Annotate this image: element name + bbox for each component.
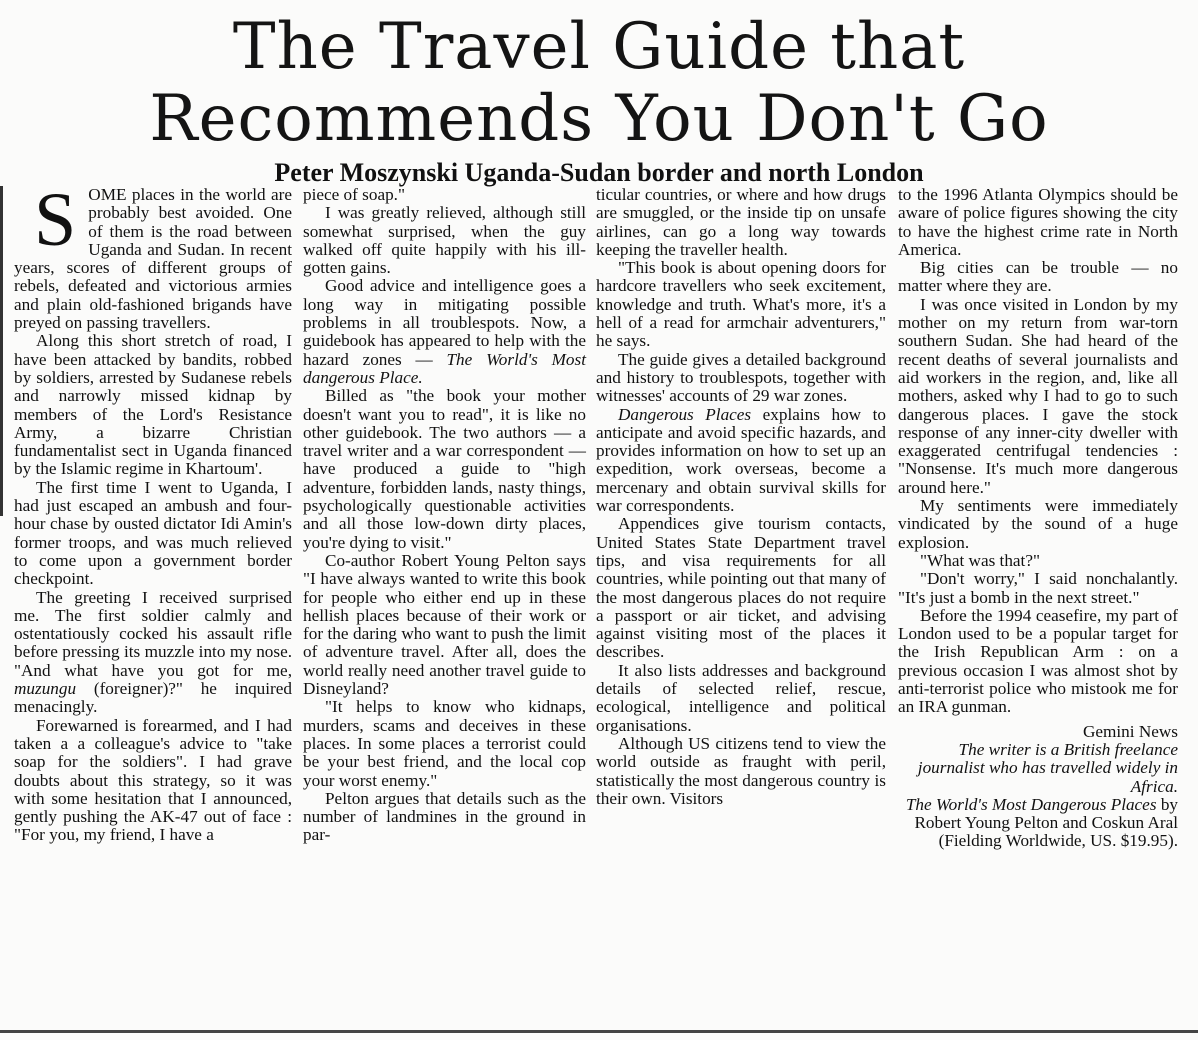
paragraph: OME places in the world are probably best avoided. One of them is the road between Uganda and Sudan. In recent years, scores of different groups of rebels, defeated and victorious armies and plain old-fashioned brigands have preyed on passing travellers. [14,185,292,333]
paragraph: Big cities can be trouble — no matter where they are. [898,258,1178,296]
paragraph: ticular countries, or where and how drugs are smuggled, or the inside tip on unsafe airlines, can go a long way towards keeping the traveller health. [596,185,886,259]
column-3 [596,186,886,808]
byline: Peter Moszynski Uganda-Sudan border and north London [274,158,924,187]
paragraph: The guide gives a detailed background and history to troublespots, together with witnesses' accounts of 29 war zones. [596,349,886,406]
paragraph: I was once visited in London by my mother on my return from war-torn southern Sudan. She had heard of the recent deaths of several journalists and aid workers in the region, and, like all mothers, asked why I had to go to such dangerous places. I gave the stock response of any inner-city dweller with exaggerated centrifugal tendencies : "Nonsense. It's much more dangerous around here." [898,294,1178,497]
drop-cap: S [34,178,77,262]
headline-line-1: The Travel Guide that [232,10,966,84]
column-2 [303,186,586,845]
paragraph: It also lists addresses and background details of selected relief, rescue, ecological, intelligence and political organisations. [596,660,886,735]
paragraph: Billed as "the book your mother doesn't want you to read", it is like no other guidebook. The two authors — a travel writer and a war correspondent — have produced a guide to "high adventure, forbidden lands, nasty things, psychologically questionable activities and all those low-down dirty places, you're dying to visit." [303,386,586,552]
paragraph: I was greatly relieved, although still somewhat surprised, when the guy walked off quite happily with his ill-gotten gains. [303,203,586,278]
paragraph: piece of soap." [303,185,405,204]
paragraph: to the 1996 Atlanta Olympics should be aware of police figures showing the city to have the highest crime rate in North America. [898,185,1178,259]
paragraph: Dangerous Places explains how to anticipate and avoid specific hazards, and provides information on how to set up an expedition, work overseas, become a mercenary and obtain survival skills for war correspondents. [596,404,886,516]
paragraph: Forewarned is forearmed, and I had taken a a colleague's advice to "take soap for the soldiers". I had grave doubts about this strategy, so it was with some hesitation that I announced, gently pushing the AK-47 out of face : "For you, my friend, I have a [14,715,292,845]
paragraph: Good advice and intelligence goes a long way in mitigating possible problems in all troublespots. Now, a guidebook has appeared to help with the hazard zones — The World's Most dangerous Place. [303,276,586,387]
paragraph: "What was that?" [920,550,1040,570]
column-4 [898,186,1178,851]
paragraph: Co-author Robert Young Pelton says "I have always wanted to write this book for people who either end up in these hellish places because of their work or for the daring who want to push the limit of adventure travel. After all, does the world really need another travel guide to Disneyland? [303,550,586,699]
paragraph: Pelton argues that details such as the number of landmines in the ground in par- [303,788,586,845]
paragraph: My sentiments were immediately vindicated by the sound of a huge explosion. [898,496,1178,552]
headline-line-2: Recommends You Don't Go [149,82,1049,156]
column-1 [14,178,292,845]
paragraph: Before the 1994 ceasefire, my part of London used to be a popular target for the Irish Republican Arm : on a previous occasion I was almost shot by anti-terrorist police who mistook me for an IRA gunman. [898,605,1178,717]
paragraph: The greeting I received surprised me. The first soldier calmly and ostentatiously cocked his assault rifle before pressing its muzzle into my nose. "And what have you got for me, muzungu (foreigner)?" he inquired menacingly. [14,587,292,717]
paragraph: "It helps to know who kidnaps, murders, scams and deceives in these places. In some places a terrorist could be your best friend, and the local cop your worst enemy." [303,697,586,790]
left-column-rule [0,186,3,516]
paragraph: Appendices give tourism contacts, United States State Department travel tips, and visa requirements for all countries, while pointing out that many of the most dangerous places do not require a passport or air ticket, and advising against visiting most of the places it describes. [596,514,886,662]
paragraph: "Don't worry," I said nonchalantly. "It's just a bomb in the next street." [898,569,1178,607]
news-source: Gemini News [1083,721,1178,741]
paragraph: "This book is about opening doors for hardcore travellers who seek excitement, knowledge and truth. What's more, it's a hell of a read for armchair adventurers," he says. [596,258,886,351]
author-note: The writer is a British freelance journalist who has travelled widely in Africa. [917,739,1178,796]
paragraph: Although US citizens tend to view the world outside as fraught with peril, statistically the most dangerous country is their own. Visitors [596,733,886,808]
paragraph: The first time I went to Uganda, I had just escaped an ambush and four-hour chase by ousted dictator Idi Amin's former troops, and was much relieved to come upon a government border checkpoint. [14,477,292,589]
book-credit: The World's Most Dangerous Places by Robert Young Pelton and Coskun Aral (Fielding Worldwide, US. $19.95). [905,794,1178,851]
bottom-rule [0,1030,1198,1033]
paragraph: Along this short stretch of road, I have been attacked by bandits, robbed by soldiers, arrested by Sudanese rebels and narrowly missed kidnap by members of the Lord's Resistance Army, a bizarre Christian fundamentalist sect in Uganda financed by the Islamic regime in Khartoum'. [14,331,292,479]
